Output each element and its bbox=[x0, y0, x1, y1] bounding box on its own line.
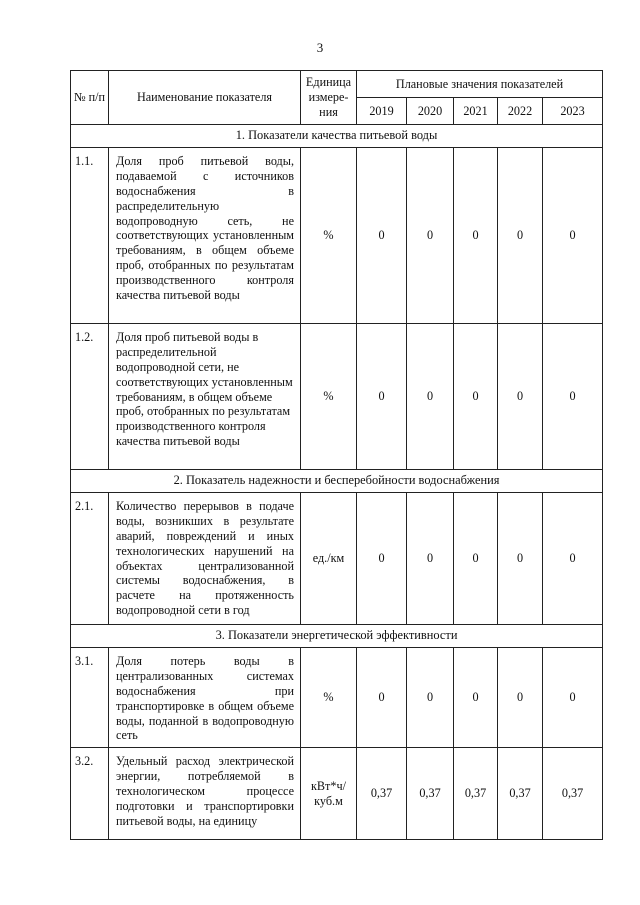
header-year: 2022 bbox=[498, 98, 543, 125]
row-value: 0,37 bbox=[357, 748, 407, 840]
row-value: 0 bbox=[543, 648, 603, 748]
row-unit: кВт*ч/ куб.м bbox=[301, 748, 357, 840]
header-plan: Плановые значения показателей bbox=[357, 71, 603, 98]
section-title: 3. Показатели энергетической эффективности bbox=[71, 625, 603, 648]
row-value: 0,37 bbox=[454, 748, 498, 840]
row-name: Доля проб питьевой воды, подаваемой с источников водоснабжения в распределительную водопроводную сеть, не соответствующих установленным требованиям, в общем объеме проб, отобранных по результатам производственного контроля качества питьевой воды bbox=[109, 148, 301, 324]
row-value: 0 bbox=[407, 148, 454, 324]
indicators-table bbox=[70, 70, 603, 840]
row-unit: % bbox=[301, 648, 357, 748]
row-name: Доля потерь воды в централизованных системах водоснабжения при транспортировке в общем объеме воды, поданной в водопроводную сеть bbox=[109, 648, 301, 748]
header-year: 2021 bbox=[454, 98, 498, 125]
row-name: Доля проб питьевой воды в распределительной водопроводной сети, не соответствующих установленным требованиям, в общем объеме проб, отобранных по результатам производственного контроля качества питьевой воды bbox=[109, 324, 301, 470]
section-title: 1. Показатели качества питьевой воды bbox=[71, 125, 603, 148]
row-value: 0,37 bbox=[407, 748, 454, 840]
row-value: 0 bbox=[357, 148, 407, 324]
row-num: 2.1. bbox=[71, 493, 109, 625]
row-value: 0 bbox=[498, 493, 543, 625]
row-value: 0 bbox=[407, 648, 454, 748]
page-number: 3 bbox=[316, 40, 324, 55]
row-value: 0 bbox=[498, 648, 543, 748]
row-value: 0 bbox=[498, 148, 543, 324]
row-value: 0 bbox=[498, 324, 543, 470]
table-row bbox=[71, 493, 603, 625]
row-value: 0 bbox=[407, 324, 454, 470]
section-row bbox=[71, 470, 603, 493]
section-row bbox=[71, 125, 603, 148]
row-num: 1.2. bbox=[71, 324, 109, 470]
row-value: 0 bbox=[357, 648, 407, 748]
row-value: 0 bbox=[454, 648, 498, 748]
row-unit: % bbox=[301, 324, 357, 470]
section-title: 2. Показатель надежности и бесперебойности водоснабжения bbox=[71, 470, 603, 493]
row-name: Количество перерывов в подаче воды, возникших в результате аварий, повреждений и иных технологических нарушений на объектах централизованной системы водоснабжения, в расчете на протяженность водопроводной сети в год bbox=[109, 493, 301, 625]
table-row bbox=[71, 748, 603, 840]
row-value: 0 bbox=[407, 493, 454, 625]
table-row bbox=[71, 648, 603, 748]
header-num: № п/п bbox=[71, 71, 109, 125]
row-unit: ед./км bbox=[301, 493, 357, 625]
row-num: 3.2. bbox=[71, 748, 109, 840]
section-row bbox=[71, 625, 603, 648]
header-year: 2023 bbox=[543, 98, 603, 125]
row-value: 0 bbox=[454, 493, 498, 625]
table-row bbox=[71, 148, 603, 324]
header-name: Наименование показателя bbox=[109, 71, 301, 125]
row-num: 3.1. bbox=[71, 648, 109, 748]
header-year: 2019 bbox=[357, 98, 407, 125]
row-value: 0 bbox=[543, 148, 603, 324]
row-value: 0 bbox=[454, 324, 498, 470]
row-value: 0 bbox=[454, 148, 498, 324]
header-unit: Единица измере-ния bbox=[301, 71, 357, 125]
row-value: 0 bbox=[543, 324, 603, 470]
row-value: 0 bbox=[357, 493, 407, 625]
row-value: 0 bbox=[543, 493, 603, 625]
table-row bbox=[71, 324, 603, 470]
row-value: 0,37 bbox=[498, 748, 543, 840]
row-name: Удельный расход электрической энергии, потребляемой в технологическом процессе подготовки и транспортировки питьевой воды, на единицу bbox=[109, 748, 301, 840]
row-value: 0 bbox=[357, 324, 407, 470]
header-row-top bbox=[71, 71, 603, 98]
header-year: 2020 bbox=[407, 98, 454, 125]
row-unit: % bbox=[301, 148, 357, 324]
row-num: 1.1. bbox=[71, 148, 109, 324]
row-value: 0,37 bbox=[543, 748, 603, 840]
